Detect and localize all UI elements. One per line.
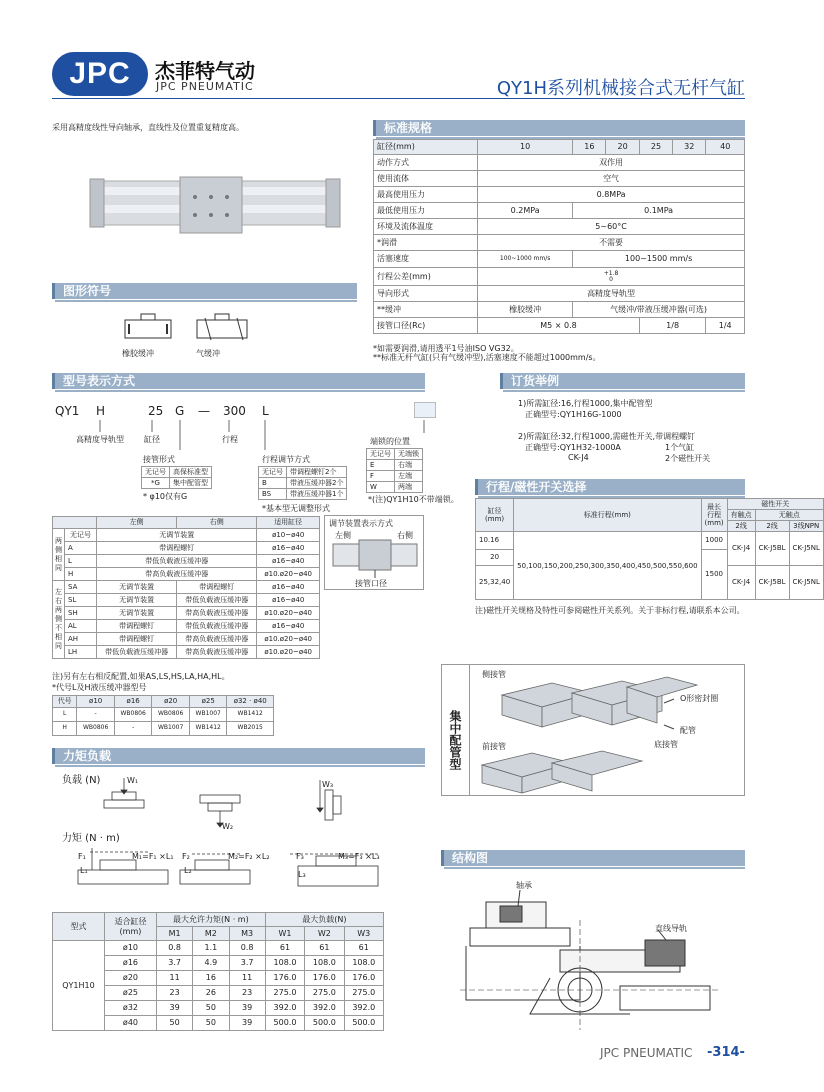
table-cell: SH <box>65 607 97 620</box>
lock-title: 端锁的位置 <box>370 437 410 446</box>
table-cell: 500.0 <box>305 1016 344 1031</box>
moment-table <box>52 912 384 1031</box>
table-cell: 高保标准型 <box>170 467 212 478</box>
adj-diagram-port: 接管口径 <box>355 579 387 588</box>
table-cell: 0.8 <box>156 941 192 956</box>
table-cell: 50,100,150,200,250,300,350,400,450,500,550,600 <box>514 532 701 600</box>
table-cell: 392.0 <box>265 1001 304 1016</box>
table-cell: 双作用 <box>478 155 745 171</box>
structure-rail-label: 直线导轨 <box>655 924 687 933</box>
table-cell: 橡胶缓冲 <box>478 302 573 318</box>
adj-note: *基本型无调整形式 <box>262 504 330 513</box>
table-cell: 50 <box>156 1016 192 1031</box>
order-line-7: 2个磁性开关 <box>665 454 711 463</box>
table-cell: 带高负载液压缓冲器 <box>97 568 257 581</box>
table-cell: 带调程螺钉2个 <box>287 467 347 478</box>
footer-page: -314- <box>707 1045 745 1060</box>
table-cell: WB1007 <box>189 708 227 722</box>
table-cell: 适用缸径 <box>257 517 320 529</box>
logo-text: JPC <box>69 57 131 90</box>
model-label-guide: 高精度导轨型 <box>76 435 124 444</box>
table-cell: 有触点 <box>727 510 755 521</box>
table-cell: ø32 · ø40 <box>227 696 274 708</box>
table-cell: 代号 <box>53 696 77 708</box>
table-cell: M2 <box>193 927 229 941</box>
table-cell: 1.1 <box>193 941 229 956</box>
table-cell: ø32 <box>104 1001 156 1016</box>
table-cell: ø10.ø20~ø40 <box>257 646 320 659</box>
table-cell: 61 <box>265 941 304 956</box>
piping-side-label: 侧接管 <box>482 670 506 679</box>
table-cell: - <box>114 722 152 736</box>
table-cell: 使用流体 <box>374 171 478 187</box>
model-header: 型号表示方式 <box>52 373 425 389</box>
table-cell: 缸径(mm) <box>374 140 478 155</box>
model-part-l: L <box>262 404 269 418</box>
table-cell: CK-J5NL <box>789 566 823 600</box>
table-cell: 带高负载液压缓冲器 <box>177 607 257 620</box>
table-cell: **缓冲 <box>374 302 478 318</box>
table-cell: WB1412 <box>189 722 227 736</box>
table-cell: 20 <box>606 140 639 155</box>
table-cell: 26 <box>193 986 229 1001</box>
table-cell: ø10~ø40 <box>257 529 320 542</box>
table-row <box>53 941 384 956</box>
table-cell: 接管口径(Rc) <box>374 318 478 334</box>
table-cell: W <box>367 482 395 493</box>
table-cell: ø25 <box>189 696 227 708</box>
l1-label: L₁ <box>80 866 88 875</box>
table-cell: *G <box>142 478 170 489</box>
table-cell: E <box>367 460 395 471</box>
table-cell: 10 <box>478 140 573 155</box>
table-cell: 500.0 <box>344 1016 383 1031</box>
table-cell: 3线NPN <box>789 521 823 532</box>
table-cell: 2线 <box>727 521 755 532</box>
f3-label: F₃ <box>296 852 304 861</box>
product-title: QY1H系列机械接合式无杆气缸 <box>496 78 745 99</box>
table-cell: 0.2MPa <box>478 203 573 219</box>
w1-label: W₁ <box>127 776 139 785</box>
table-cell: ø16 <box>104 956 156 971</box>
table-cell: LH <box>65 646 97 659</box>
table-cell: 108.0 <box>265 956 304 971</box>
model-part-bore: 25 <box>148 404 164 418</box>
order-line-6: CK-J4 <box>568 453 589 462</box>
switch-note: 注)磁性开关规格及特性可参阅磁性开关系列。关于非标行程,请联系本公司。 <box>475 606 745 615</box>
table-cell: AL <box>65 620 97 633</box>
table-cell: 适合缸径(mm) <box>104 913 156 941</box>
table-cell: M3 <box>229 927 265 941</box>
table-cell: 32 <box>673 140 706 155</box>
piping-front-label: 前接管 <box>482 742 506 751</box>
symbol-rubber-label: 橡胶缓冲 <box>122 349 154 358</box>
table-cell: 行程公差(mm) <box>374 268 478 286</box>
table-cell: 275.0 <box>305 986 344 1001</box>
table-cell: CK-J4 <box>727 532 755 566</box>
table-cell: 23 <box>156 986 192 1001</box>
table-cell: 392.0 <box>344 1001 383 1016</box>
structure-bearing-label: 轴承 <box>516 881 532 890</box>
table-cell: 带低负载液压缓冲器 <box>97 646 177 659</box>
adj-diagram-title: 调节装置表示方式 <box>329 519 393 528</box>
lock-note: *(注)QY1H10不带端锁。 <box>368 495 459 504</box>
table-cell: - <box>77 708 115 722</box>
table-cell: 不需要 <box>478 235 745 251</box>
table-cell: 最低使用压力 <box>374 203 478 219</box>
table-cell: 集中配管型 <box>170 478 212 489</box>
table-cell: 16 <box>573 140 606 155</box>
table-cell: ø10.ø20~ø40 <box>257 568 320 581</box>
model-label-stroke: 行程 <box>222 435 238 444</box>
table-cell: 左侧 <box>97 517 177 529</box>
adj-diagram-right: 右侧 <box>397 531 413 540</box>
table-cell: 磁性开关 <box>727 499 823 510</box>
table-cell: 带高负载液压缓冲器 <box>177 633 257 646</box>
table-cell: 3.7 <box>229 956 265 971</box>
table-cell: 16 <box>193 971 229 986</box>
table-cell: AH <box>65 633 97 646</box>
table-cell: 带低负载液压缓冲器 <box>177 620 257 633</box>
table-cell: 61 <box>344 941 383 956</box>
table-cell: 无记号 <box>259 467 287 478</box>
table-cell: 最长行程(mm) <box>701 499 727 532</box>
table-cell: WB2015 <box>227 722 274 736</box>
f2-label: F₂ <box>182 852 190 861</box>
table-cell: 10.16 <box>476 532 514 550</box>
table-cell: CK-J5BL <box>755 532 789 566</box>
intro-text: 采用高精度线性导向轴承，直线性及位置重复精度高。 <box>52 123 244 132</box>
table-cell: 无端锁 <box>395 449 423 460</box>
piping-bottom-label: 底接管 <box>654 740 678 749</box>
l2-label: L₂ <box>184 866 192 875</box>
table-cell: ø10 <box>104 941 156 956</box>
table-cell: ø16~ø40 <box>257 620 320 633</box>
table-cell: 3.7 <box>156 956 192 971</box>
table-cell: 带低负载液压缓冲器 <box>177 594 257 607</box>
table-cell: 无记号 <box>65 529 97 542</box>
table-cell: 39 <box>229 1001 265 1016</box>
table-cell: H <box>65 568 97 581</box>
table-cell: 无调节装置 <box>97 607 177 620</box>
order-line-5: 1个气缸 <box>665 443 695 452</box>
model-part-g: G <box>175 404 185 418</box>
table-cell: ø10 <box>77 696 115 708</box>
table-cell: 活塞速度 <box>374 251 478 268</box>
table-cell: 100~1500 mm/s <box>573 251 745 268</box>
table-cell: ø16~ø40 <box>257 542 320 555</box>
table-cell: SL <box>65 594 97 607</box>
table-cell: QY1H10 <box>53 941 105 1031</box>
structure-header: 结构图 <box>441 850 745 866</box>
spec-header: 标准规格 <box>373 120 745 136</box>
table-cell: 右侧 <box>177 517 257 529</box>
symbol-air-label: 气缓冲 <box>196 349 220 358</box>
table-cell: 108.0 <box>344 956 383 971</box>
order-line-3: 2)所需缸径:32,行程1000,需磁性开关,带调程螺钉 <box>518 432 696 441</box>
table-cell: 高精度导轨型 <box>478 286 745 302</box>
table-cell: W1 <box>265 927 304 941</box>
table-cell: ø16~ø40 <box>257 594 320 607</box>
table-cell: 带调程螺钉 <box>177 581 257 594</box>
table-cell: 275.0 <box>265 986 304 1001</box>
brand-cn: 杰菲特气动 <box>155 59 255 83</box>
table-cell: 275.0 <box>344 986 383 1001</box>
m2-label: M₂=F₂ ×L₂ <box>228 852 270 861</box>
structure-drawing <box>460 890 740 1030</box>
table-cell: 型式 <box>53 913 105 941</box>
table-cell: 40 <box>706 140 745 155</box>
table-cell: 176.0 <box>265 971 304 986</box>
moment-torque-label: 力矩 (N · m) <box>62 833 120 844</box>
table-cell: L <box>65 555 97 568</box>
table-cell: 带低负载液压缓冲器 <box>97 555 257 568</box>
table-cell: 两端 <box>395 482 423 493</box>
table-cell: 1/4 <box>706 318 745 334</box>
table-cell: WB1007 <box>152 722 190 736</box>
table-cell: ø10.ø20~ø40 <box>257 607 320 620</box>
table-cell: 11 <box>156 971 192 986</box>
table-cell: 1000 <box>701 532 727 550</box>
table-cell: CK-J4 <box>727 566 755 600</box>
table-cell: 带液压缓冲器2个 <box>287 478 347 489</box>
table-cell: B <box>259 478 287 489</box>
table-cell: 25,32,40 <box>476 566 514 600</box>
table-cell: 带调程螺钉 <box>97 633 177 646</box>
adj-table-note-1: 注)另有左右相反配置,如果AS,LS,HS,LA,HA,HL。 <box>52 672 230 681</box>
table-cell: 500.0 <box>265 1016 304 1031</box>
symbol-header: 图形符号 <box>52 283 357 299</box>
table-cell: 0.8 <box>229 941 265 956</box>
table-cell: 无记号 <box>142 467 170 478</box>
table-cell: 392.0 <box>305 1001 344 1016</box>
model-part-stroke: 300 <box>223 404 246 418</box>
table-cell: 23 <box>229 986 265 1001</box>
table-cell: CK-J5BL <box>755 566 789 600</box>
table-cell: 导向形式 <box>374 286 478 302</box>
table-cell: M5 × 0.8 <box>478 318 640 334</box>
table-cell: ø20 <box>104 971 156 986</box>
piping-pipe-label: 配管 <box>680 726 696 735</box>
table-cell: 左端 <box>395 471 423 482</box>
table-cell: 最高使用压力 <box>374 187 478 203</box>
table-cell: 20 <box>476 550 514 566</box>
table-cell: W3 <box>344 927 383 941</box>
moment-header: 力矩负载 <box>52 748 425 764</box>
table-cell: ø16~ø40 <box>257 555 320 568</box>
table-cell: 无调节装置 <box>97 594 177 607</box>
adj-title: 行程调节方式 <box>262 455 310 464</box>
model-part-dash: — <box>198 404 210 418</box>
table-cell: 无调节装置 <box>97 529 257 542</box>
pipe-note: * φ10仅有G <box>143 492 188 501</box>
table-cell: F <box>367 471 395 482</box>
table-cell: 右端 <box>395 460 423 471</box>
table-cell: ø25 <box>104 986 156 1001</box>
table-cell: 缸径(mm) <box>476 499 514 532</box>
table-cell: 5~60°C <box>478 219 745 235</box>
pipe-title: 接管形式 <box>143 455 175 464</box>
table-cell: WB1412 <box>227 708 274 722</box>
table-cell: 无调节装置 <box>97 581 177 594</box>
table-row <box>53 913 384 927</box>
table-cell: 带液压缓冲器1个 <box>287 489 347 500</box>
table-cell: 0.8MPa <box>478 187 745 203</box>
table-cell: 0.1MPa <box>573 203 745 219</box>
table-cell: 左右两侧不相同 <box>53 581 65 659</box>
table-cell: WB0806 <box>77 722 115 736</box>
table-cell: +1.8 0 <box>478 268 745 286</box>
table-cell: L <box>53 708 77 722</box>
table-cell: ø20 <box>152 696 190 708</box>
table-cell: 最大负载(N) <box>265 913 383 927</box>
table-cell: 61 <box>305 941 344 956</box>
table-cell: 108.0 <box>305 956 344 971</box>
table-cell: ø10.ø20~ø40 <box>257 633 320 646</box>
table-cell: 25 <box>639 140 672 155</box>
footer-brand: JPC PNEUMATIC <box>600 1046 693 1060</box>
table-cell: 环境及流体温度 <box>374 219 478 235</box>
order-line-2: 正确型号:QY1H16G-1000 <box>525 410 622 419</box>
order-line-4: 正确型号:QY1H32-1000A <box>525 443 621 452</box>
table-cell: 176.0 <box>305 971 344 986</box>
table-cell: 无触点 <box>755 510 823 521</box>
table-cell: 4.9 <box>193 956 229 971</box>
table-cell: 两侧相同 <box>53 529 65 581</box>
table-cell: CK-J5NL <box>789 532 823 566</box>
model-part-qy1: QY1 <box>55 404 80 418</box>
table-cell: 11 <box>229 971 265 986</box>
table-cell: W2 <box>305 927 344 941</box>
piping-title-text: 集中配管型 <box>448 710 462 770</box>
w3-label: W₃ <box>322 780 334 789</box>
table-cell: ø16~ø40 <box>257 581 320 594</box>
model-part-h: H <box>96 404 106 418</box>
adj-table-note-2: *代号L及H液压缓冲器型号 <box>52 683 147 692</box>
order-line-1: 1)所需缸径:16,行程1000,集中配管型 <box>518 399 653 408</box>
table-cell: BS <box>259 489 287 500</box>
table-cell: 2线 <box>755 521 789 532</box>
f1-label: F₁ <box>78 852 86 861</box>
table-cell: SA <box>65 581 97 594</box>
spec-note-2: **标准无杆气缸(只有气缓冲型),活塞速度不能超过1000mm/s。 <box>373 353 601 362</box>
table-cell: 动作方式 <box>374 155 478 171</box>
table-cell: ø16 <box>114 696 152 708</box>
l3-label: L₃ <box>298 870 306 879</box>
table-cell: 带高负载液压缓冲器 <box>177 646 257 659</box>
model-label-bore: 缸径 <box>144 435 160 444</box>
table-cell: 39 <box>156 1001 192 1016</box>
spec-note-1: *如需要润滑,请用透平1号油ISO VG32。 <box>373 344 519 353</box>
m3-label: M₃=F₃ ×L₃ <box>338 852 380 861</box>
table-cell: WB0806 <box>152 708 190 722</box>
table-cell: 带调程螺钉 <box>97 542 257 555</box>
table-cell: H <box>53 722 77 736</box>
table-cell: 50 <box>193 1001 229 1016</box>
moment-load-label: 负载 (N) <box>62 775 101 786</box>
table-cell: 带调程螺钉 <box>97 620 177 633</box>
table-cell: 1500 <box>701 550 727 600</box>
piping-oring-label: O形密封圈 <box>680 694 719 703</box>
table-cell: ø40 <box>104 1016 156 1031</box>
table-cell: 空气 <box>478 171 745 187</box>
table-cell: A <box>65 542 97 555</box>
switch-header: 行程/磁性开关选择 <box>475 479 745 495</box>
table-cell: WB0806 <box>114 708 152 722</box>
table-cell: 气缓冲/带液压缓冲器(可选) <box>573 302 745 318</box>
w2-label: W₂ <box>222 822 234 831</box>
table-cell: 标准行程(mm) <box>514 499 701 532</box>
table-cell: 无记号 <box>367 449 395 460</box>
table-cell: 1/8 <box>639 318 706 334</box>
order-header: 订货举例 <box>500 373 745 389</box>
table-cell: 176.0 <box>344 971 383 986</box>
m1-label: M₁=F₁ ×L₁ <box>132 852 174 861</box>
adj-diagram-left: 左侧 <box>335 531 351 540</box>
table-cell: 100~1000 mm/s <box>478 251 573 268</box>
table-cell: 39 <box>229 1016 265 1031</box>
brand-en: JPC PNEUMATIC <box>156 80 254 93</box>
table-cell: 最大允许力矩(N · m) <box>156 913 265 927</box>
table-cell: M1 <box>156 927 192 941</box>
table-cell: 50 <box>193 1016 229 1031</box>
table-cell: *润滑 <box>374 235 478 251</box>
